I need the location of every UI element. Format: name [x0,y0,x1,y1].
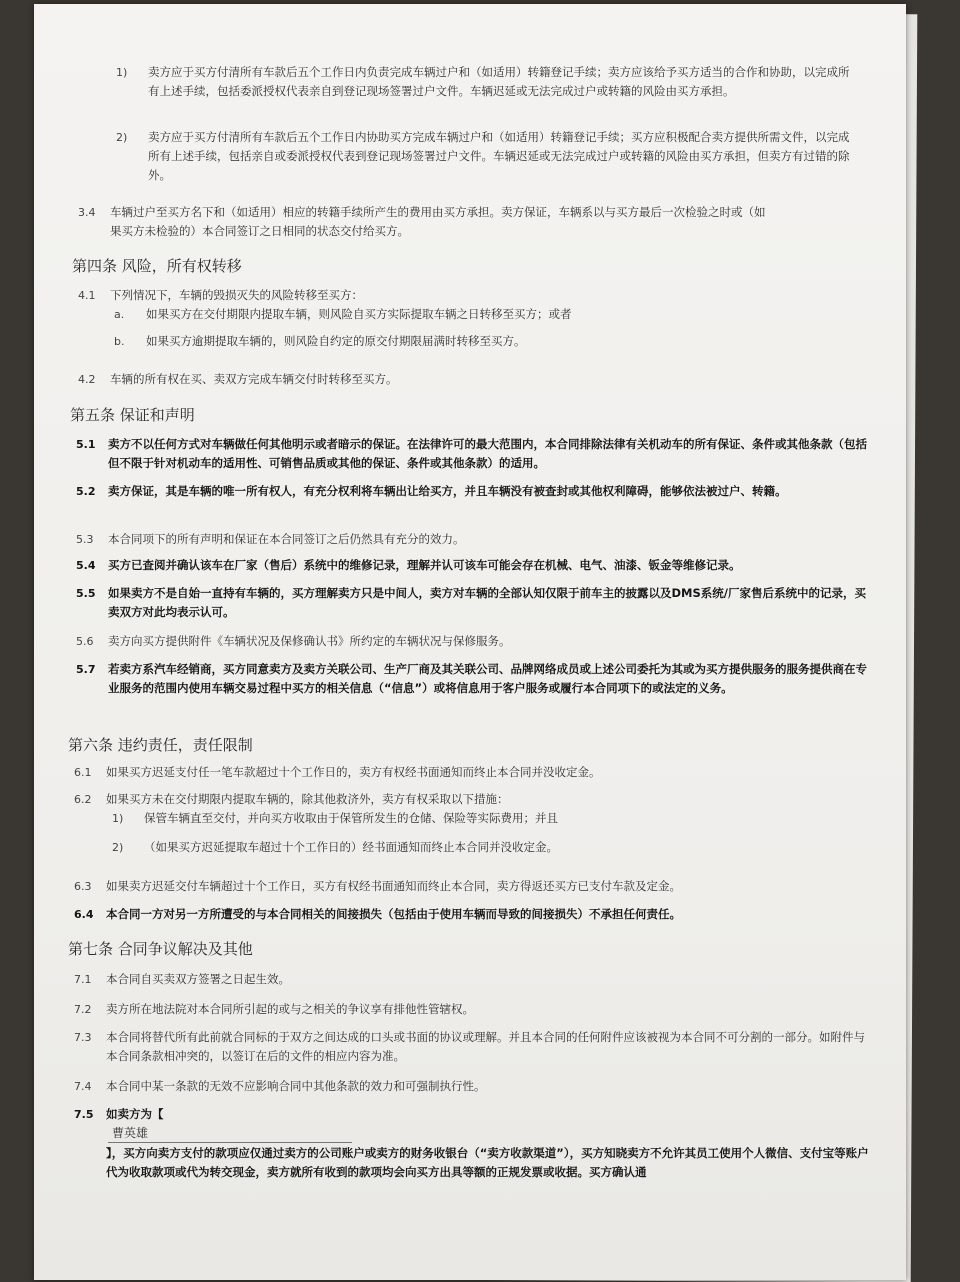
item-number: 1) [112,812,124,825]
clause-text: 本合同将替代所有此前就合同标的于双方之间达成的口头或书面的协议或理解。并且本合同的任何附件应该被视为本合同不可分割的一部分。如附件与本合同条款相冲突的，以签订在后的文件的相应内容为准。 [106,1030,865,1063]
clause-text: 卖方应于买方付清所有车款后五个工作日内负责完成车辆过户和（如适用）转籍登记手续；卖方应该给予买方适当的合作和协助，以完成所有上述手续，包括委派授权代表亲自到登记现场签署过户文件。车辆迟延或无法完成过户或转籍的风险由买方承担。 [148,65,850,98]
clause-text: 车辆的所有权在买、卖双方完成车辆交付时转移至买方。 [110,372,398,386]
contract-content [34,4,906,1280]
clause-number: 5.7 [76,663,96,676]
clause-number: 5.1 [76,438,96,451]
clause-text: 如卖方为【 [106,1107,164,1121]
section-heading: 第五条 保证和声明 [70,406,195,424]
section-heading: 第七条 合同争议解决及其他 [68,940,253,958]
clause-text: 卖方保证，其是车辆的唯一所有权人，有充分权利将车辆出让给买方，并且车辆没有被查封或其他权利障碍，能够依法被过户、转籍。 [108,484,787,498]
contract-page [34,4,906,1280]
clause-text: 保管车辆直至交付，并向买方收取由于保管所发生的仓储、保险等实际费用；并且 [144,811,558,825]
clause-number: 5.2 [76,485,96,498]
clause-text: 车辆过户至买方名下和（如适用）相应的转籍手续所产生的费用由买方承担。卖方保证，车辆系以与买方最后一次检验之时或（如果买方未检验的）本合同签订之日相同的状态交付给买方。 [110,205,766,238]
clause-number: 6.3 [74,880,92,893]
clause-number: 7.4 [74,1080,92,1093]
clause-number: 6.2 [74,793,92,806]
clause-number: 5.6 [76,635,94,648]
clause-text: 本合同项下的所有声明和保证在本合同签订之后仍然具有充分的效力。 [108,532,465,546]
section-heading: 第四条 风险，所有权转移 [72,257,242,275]
clause-text: 卖方应于买方付清所有车款后五个工作日内协助买方完成车辆过户和（如适用）转籍登记手续；买方应积极配合卖方提供所需文件，以完成所有上述手续，包括亲自或委派授权代表到登记现场签署过户文件。车辆迟延或无法完成过户或转籍的风险由买方承担，但卖方有过错的除外。 [148,130,850,182]
clause-number: 6.1 [74,766,92,779]
item-number: 1) [116,66,128,79]
clause-text: 如果卖方迟延交付车辆超过十个工作日，买方有权经书面通知而终止本合同，卖方得返还买方已支付车款及定金。 [106,879,681,893]
clause-number: 7.2 [74,1003,92,1016]
clause-text: 卖方不以任何方式对车辆做任何其他明示或者暗示的保证。在法律许可的最大范围内，本合同排除法律有关机动车的所有保证、条件或其他条款（包括但不限于针对机动车的适用性、可销售品质或其他的保证、条件或其他条款）的适用。 [108,437,867,470]
clause-text: 本合同自买卖双方签署之日起生效。 [106,972,290,986]
clause-number: 5.4 [76,559,96,572]
clause-text: 】，买方向卖方支付的款项应仅通过卖方的公司账户或卖方的财务收银台（“卖方收款渠道”），买方知晓卖方不允许其员工使用个人微信、支付宝等账户代为收取款项或代为转交现金，卖方就所有收到的款项均会向买方出具等额的正规发票或收据。买方确认通 [106,1146,869,1179]
clause-text: （如果买方迟延提取车超过十个工作日的）经书面通知而终止本合同并没收定金。 [144,840,558,854]
clause-number: 7.3 [74,1031,92,1044]
sub-item-letter: b. [114,335,125,348]
clause-text: 下列情况下，车辆的毁损灭失的风险转移至买方： [110,288,363,302]
clause-text: 如果买方未在交付期限内提取车辆的，除其他救济外，卖方有权采取以下措施： [106,792,509,806]
clause-number: 7.1 [74,973,92,986]
clause-text: 本合同一方对另一方所遭受的与本合同相关的间接损失（包括由于使用车辆而导致的间接损失）不承担任何责任。 [106,907,681,921]
clause-text: 如果买方逾期提取车辆的，则风险自约定的原交付期限届满时转移至买方。 [146,334,526,348]
item-number: 2) [112,841,124,854]
clause-text: 如果买方迟延支付任一笔车款超过十个工作日的，卖方有权经书面通知而终止本合同并没收定金。 [106,765,601,779]
item-number: 2) [116,131,128,144]
clause-number: 5.3 [76,533,94,546]
clause-text: 如果买方在交付期限内提取车辆，则风险自买方实际提取车辆之日转移至买方；或者 [146,307,572,321]
section-heading: 第六条 违约责任，责任限制 [68,736,253,754]
clause-text: 卖方所在地法院对本合同所引起的或与之相关的争议享有排他性管辖权。 [106,1002,474,1016]
clause-text: 若卖方系汽车经销商，买方同意卖方及卖方关联公司、生产厂商及其关联公司、品牌网络成员或上述公司委托为其或为买方提供服务的服务提供商在专业服务的范围内使用车辆交易过程中买方的相关信息（“信息”）或将信息用于客户服务或履行本合同项下的或法定的义务。 [108,662,867,695]
clause-number: 6.4 [74,908,94,921]
clause-number: 5.5 [76,587,96,600]
clause-text: 如果卖方不是自始一直持有车辆的，买方理解卖方只是中间人，卖方对车辆的全部认知仅限于前车主的披露以及DMS系统/厂家售后系统中的记录，买卖双方对此均表示认可。 [108,586,866,619]
clause-number: 4.1 [78,289,96,302]
clause-number: 4.2 [78,373,96,386]
clause-number: 3.4 [78,206,96,219]
clause-text: 卖方向买方提供附件《车辆状况及保修确认书》所约定的车辆状况与保修服务。 [108,634,511,648]
seller-name-fill: 曹英雄 [108,1124,352,1143]
clause-text: 买方已查阅并确认该车在厂家（售后）系统中的维修记录，理解并认可该车可能会存在机械、电气、油漆、钣金等维修记录。 [108,558,741,572]
clause-number: 7.5 [74,1108,94,1121]
clause-text: 本合同中某一条款的无效不应影响合同中其他条款的效力和可强制执行性。 [106,1079,486,1093]
sub-item-letter: a. [114,308,125,321]
